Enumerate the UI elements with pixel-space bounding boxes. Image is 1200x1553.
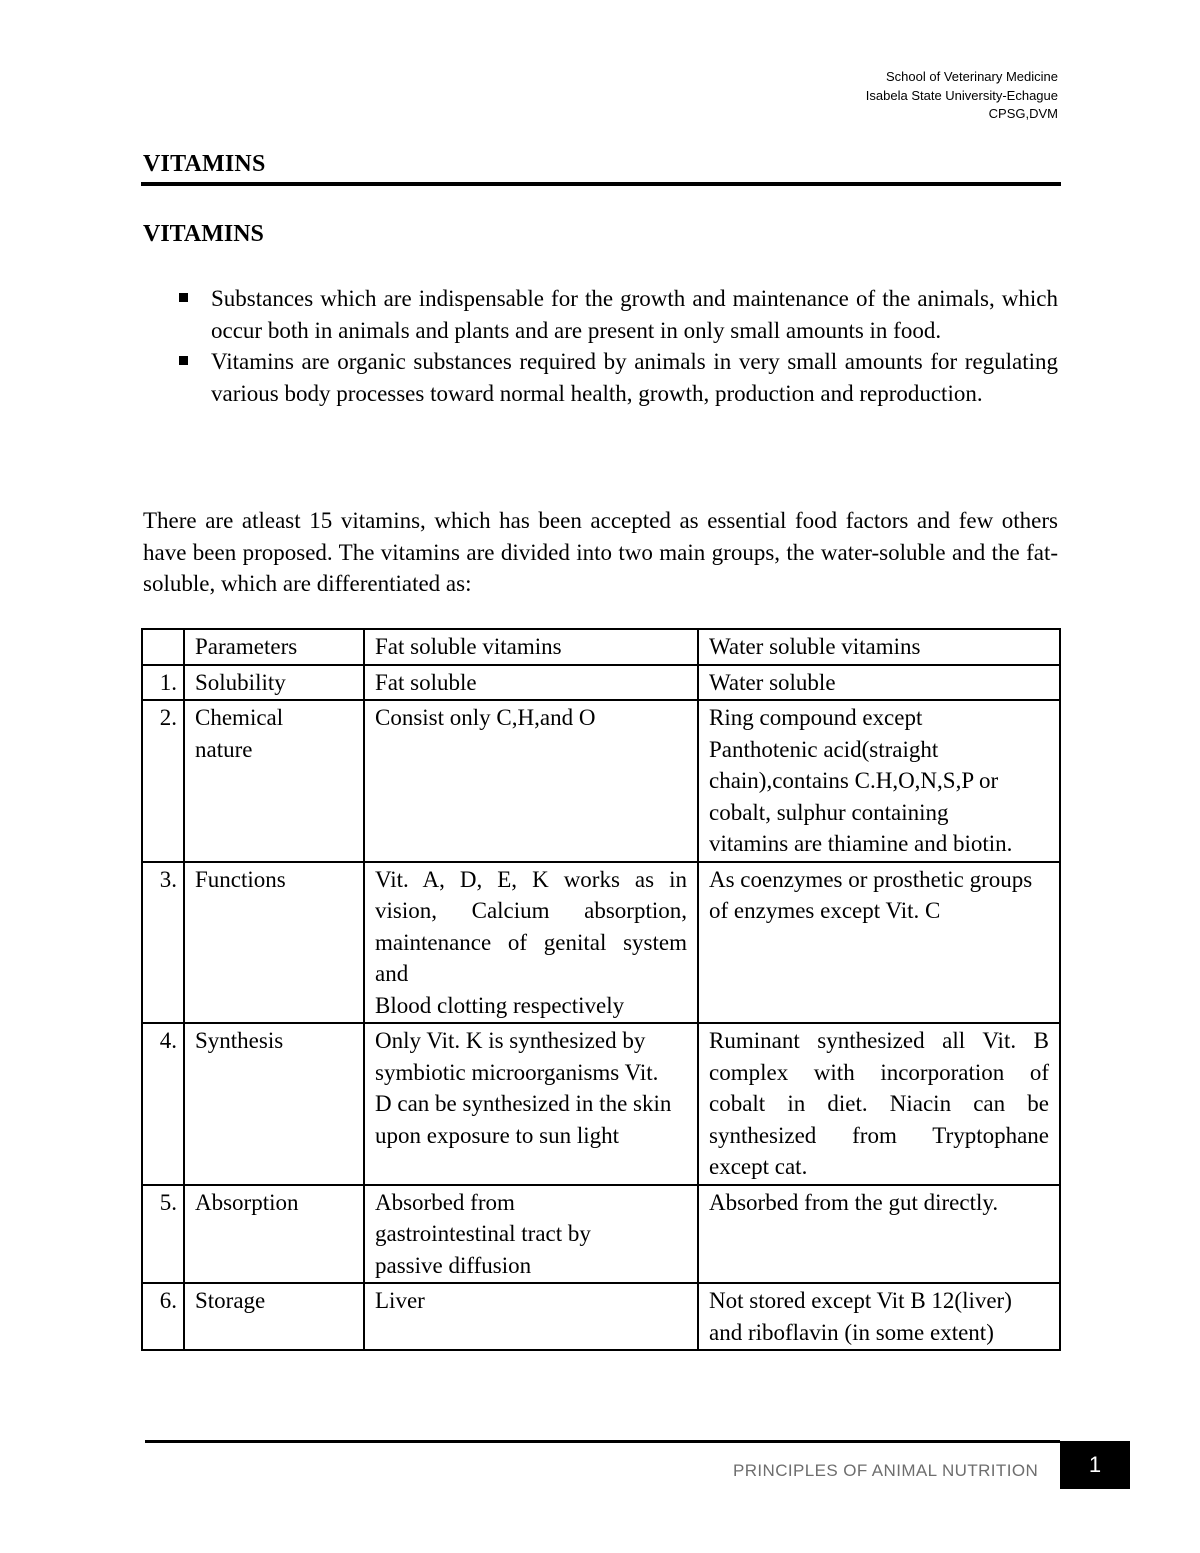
water-soluble-cell: As coenzymes or prosthetic groups of enzymes except Vit. C (698, 862, 1060, 1024)
fat-soluble-cell: Only Vit. K is synthesized by symbiotic microorganisms Vit. D can be synthesized in the skin upon exposure to sun light (364, 1023, 698, 1185)
row-number: 1. (142, 665, 184, 701)
row-number: 2. (142, 700, 184, 862)
header-author: CPSG,DVM (988, 106, 1058, 121)
header-cell-number (142, 629, 184, 665)
fat-soluble-functions-text: Vit. A, D, E, K works as in vision, Calcium absorption, maintenance of genital system and (375, 866, 687, 986)
water-soluble-cell: Ruminant synthesized all Vit. B complex with incorporation of cobalt in diet. Niacin can be synthesized from Tryptophane except cat. (698, 1023, 1060, 1185)
fat-soluble-cell: Liver (364, 1283, 698, 1350)
header-cell-parameters: Parameters (184, 629, 364, 665)
water-soluble-cell: Ring compound except Panthotenic acid(straight chain),contains C.H,O,N,S,P or cobalt, sulphur containing vitamins are thiamine and biotin. (698, 700, 1060, 862)
title-divider (141, 182, 1061, 186)
square-bullet-icon (179, 356, 188, 365)
header-school: School of Veterinary Medicine (886, 69, 1058, 84)
bullet-list (143, 283, 1058, 409)
intro-paragraph: There are atleast 15 vitamins, which has been accepted as essential food factors and few others have been proposed. The vitamins are divided into two main groups, the water-soluble and the fat-soluble, which are differentiated as: (143, 508, 1058, 596)
page-number: 1 (1088, 1452, 1102, 1477)
table-row (142, 665, 1060, 701)
table-row (142, 700, 1060, 862)
bullet-text: Vitamins are organic substances required by animals in very small amounts for regulating various body processes toward normal health, growth, production and reproduction. (211, 349, 1058, 406)
vitamins-comparison-table (141, 628, 1061, 1351)
fat-soluble-functions-text-2: Blood clotting respectively (375, 992, 625, 1018)
page-number-badge (1060, 1441, 1130, 1489)
row-number: 3. (142, 862, 184, 1024)
parameter-cell: Absorption (184, 1185, 364, 1284)
footer-divider (145, 1440, 1060, 1443)
bullet-text: Substances which are indispensable for the growth and maintenance of the animals, which occur both in animals and plants and are present in only small amounts in food. (211, 286, 1058, 343)
parameter-cell: Chemical nature (184, 700, 364, 862)
row-number: 6. (142, 1283, 184, 1350)
table-row (142, 1185, 1060, 1284)
table-header-row (142, 629, 1060, 665)
section-heading: VITAMINS (143, 221, 264, 247)
table-row (142, 862, 1060, 1024)
water-soluble-cell: Water soluble (698, 665, 1060, 701)
page-title: VITAMINS (143, 151, 266, 177)
parameter-cell: Functions (184, 862, 364, 1024)
fat-soluble-cell: Fat soluble (364, 665, 698, 701)
header-university: Isabela State University-Echague (865, 87, 1058, 103)
footer-course-title: PRINCIPLES OF ANIMAL NUTRITION (733, 1461, 1039, 1480)
square-bullet-icon (179, 293, 188, 302)
header-cell-fat-soluble: Fat soluble vitamins (364, 629, 698, 665)
table-row (142, 1283, 1060, 1350)
parameter-cell: Solubility (184, 665, 364, 701)
parameter-cell: Synthesis (184, 1023, 364, 1185)
document-header (866, 68, 1058, 124)
table-row (142, 1023, 1060, 1185)
parameter-cell: Storage (184, 1283, 364, 1350)
fat-soluble-cell: Absorbed from gastrointestinal tract by passive diffusion (364, 1185, 698, 1284)
header-cell-water-soluble: Water soluble vitamins (698, 629, 1060, 665)
list-item (143, 346, 1058, 409)
list-item (143, 283, 1058, 346)
row-number: 5. (142, 1185, 184, 1284)
fat-soluble-cell: Consist only C,H,and O (364, 700, 698, 862)
row-number: 4. (142, 1023, 184, 1185)
water-soluble-cell: Not stored except Vit B 12(liver) and riboflavin (in some extent) (698, 1283, 1060, 1350)
fat-soluble-cell (364, 862, 698, 1024)
water-soluble-cell: Absorbed from the gut directly. (698, 1185, 1060, 1284)
